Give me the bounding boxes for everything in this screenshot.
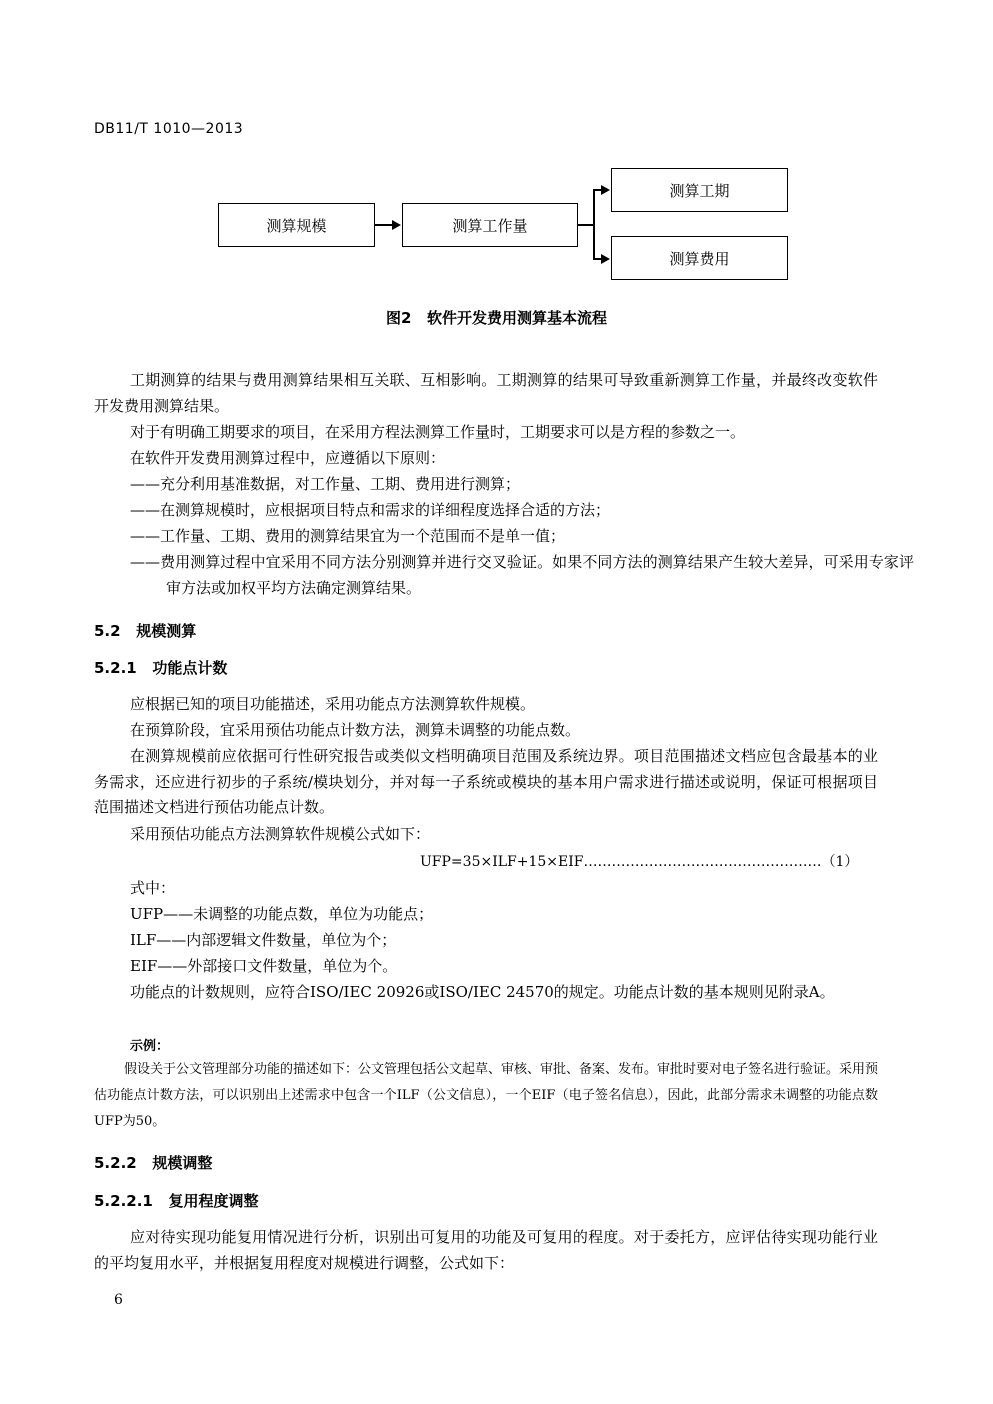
box-measure-scale: 测算规模 bbox=[218, 203, 375, 247]
box-measure-schedule: 测算工期 bbox=[611, 168, 788, 212]
paragraph-reuse-analysis: 应对待实现功能复用情况进行分析，识别出可复用的功能及可复用的程度。对于委托方，应评估待实现功能行业的平均复用水平，并根据复用程度对规模进行调整，公式如下： bbox=[94, 1228, 878, 1272]
arrowhead-top bbox=[601, 185, 610, 195]
paragraph-counting-rules: 功能点的计数规则，应符合ISO/IEC 20926或ISO/IEC 24570的规定。功能点计数的基本规则见附录A。 bbox=[130, 983, 835, 1001]
principle-item-3: ——工作量、工期、费用的测算结果宜为一个范围而不是单一值； bbox=[130, 527, 566, 545]
arrow-line-1 bbox=[375, 224, 392, 226]
principle-item-4: ——费用测算过程中宜采用不同方法分别测算并进行交叉验证。如果不同方法的测算结果产生较大差异，可采用专家评审方法或加权平均方法确定测算结果。 bbox=[130, 553, 914, 597]
formula-var-ufp: UFP——未调整的功能点数，单位为功能点； bbox=[130, 905, 434, 923]
paragraph-fp-method: 应根据已知的项目功能描述，采用功能点方法测算软件规模。 bbox=[130, 695, 536, 713]
arrowhead-1 bbox=[392, 220, 401, 230]
figure-caption: 图2 软件开发费用测算基本流程 bbox=[385, 309, 608, 327]
example-text: 假设关于公文管理部分功能的描述如下：公文管理包括公文起草、审核、审批、备案、发布。审批时要对电子签名进行验证。采用预估功能点计数方法，可以识别出上述需求中包含一个ILF（公文信息），一个EIF（电子签名信息），因此，此部分需求未调整的功能点数UFP为50。 bbox=[94, 1062, 879, 1129]
standard-code: DB11/T 1010—2013 bbox=[94, 121, 244, 137]
principle-item-1: ——充分利用基准数据，对工作量、工期、费用进行测算； bbox=[130, 475, 521, 493]
paragraph-budget-stage: 在预算阶段，宜采用预估功能点计数方法，测算未调整的功能点数。 bbox=[130, 721, 581, 739]
section-heading-5-2-2: 5.2.2 规模调整 bbox=[94, 1154, 213, 1172]
page-number: 6 bbox=[114, 1292, 123, 1308]
principle-item-2: ——在测算规模时，应根据项目特点和需求的详细程度选择合适的方法； bbox=[130, 501, 611, 519]
paragraph-principles-intro: 在软件开发费用测算过程中，应遵循以下原则： bbox=[130, 449, 446, 467]
arrowhead-bottom bbox=[601, 254, 610, 264]
section-heading-5-2: 5.2 规模测算 bbox=[94, 622, 197, 640]
paragraph-schedule-param: 对于有明确工期要求的项目，在采用方程法测算工作量时，工期要求可以是方程的参数之一。 bbox=[130, 423, 746, 441]
formula-var-eif: EIF——外部接口文件数量，单位为个。 bbox=[130, 957, 398, 975]
formula-ufp: UFP=35×ILF+15×EIF……………………………………………（1） bbox=[420, 854, 859, 870]
example-label: 示例： bbox=[130, 1039, 170, 1054]
paragraph-formula-intro: 采用预估功能点方法测算软件规模公式如下： bbox=[130, 825, 431, 843]
paragraph-scope-boundary: 在测算规模前应依据可行性研究报告或类似文档明确项目范围及系统边界。项目范围描述文档应包含最基本的业务需求，还应进行初步的子系统/模块划分，并对每一子系统或模块的基本用户需求进行描述或说明，保证可根据项目范围描述文档进行预估功能点计数。 bbox=[94, 747, 878, 816]
section-heading-5-2-1: 5.2.1 功能点计数 bbox=[94, 659, 228, 677]
formula-var-ilf: ILF——内部逻辑文件数量，单位为个； bbox=[130, 931, 397, 949]
box-measure-effort: 测算工作量 bbox=[402, 203, 578, 247]
formula-where-label: 式中： bbox=[130, 879, 176, 897]
arrow-line-2 bbox=[578, 224, 594, 226]
box-measure-cost: 测算费用 bbox=[611, 236, 788, 280]
paragraph-schedule-cost-relation: 工期测算的结果与费用测算结果相互关联、互相影响。工期测算的结果可导致重新测算工作量，并最终改变软件开发费用测算结果。 bbox=[94, 371, 878, 415]
branch-vertical-line bbox=[593, 189, 595, 259]
section-heading-5-2-2-1: 5.2.2.1 复用程度调整 bbox=[94, 1192, 259, 1210]
